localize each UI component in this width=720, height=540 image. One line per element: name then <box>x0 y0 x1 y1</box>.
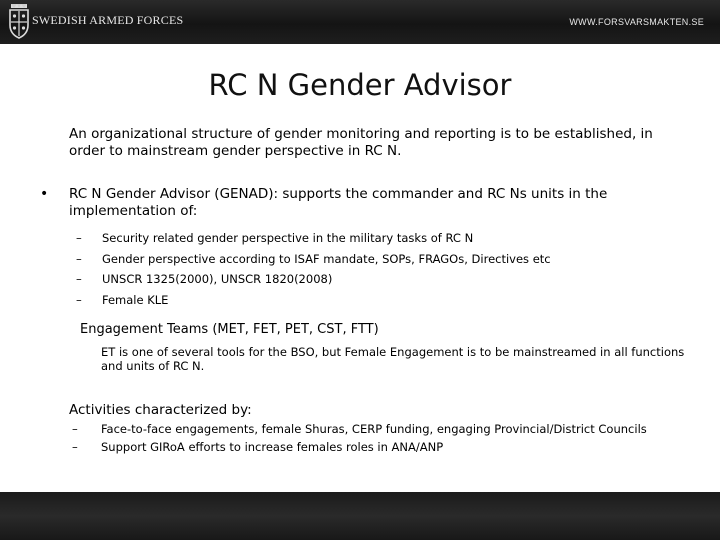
activities-heading: Activities characterized by: <box>69 402 252 418</box>
slide-title: RC N Gender Advisor <box>208 68 512 102</box>
genad-bullet-text: RC N Gender Advisor (GENAD): supports the commander and RC Ns units in the implementation of: <box>69 186 608 219</box>
genad-sub-list <box>76 228 656 310</box>
list-item-text: UNSCR 1325(2000), UNSCR 1820(2008) <box>102 272 333 286</box>
list-item-text: Security related gender perspective in the military tasks of RC N <box>102 231 474 245</box>
org-name: SWEDISH ARMED FORCES <box>32 13 184 27</box>
bullet-dot-icon: • <box>40 186 49 202</box>
list-item <box>76 290 656 311</box>
dash-icon: – <box>76 292 82 307</box>
engagement-teams-heading: Engagement Teams (MET, FET, PET, CST, FTT) <box>80 322 379 337</box>
crown-shield-icon <box>8 3 30 39</box>
header-bar <box>0 0 720 44</box>
list-item <box>76 228 656 249</box>
dash-icon: – <box>76 251 82 266</box>
dash-icon: – <box>76 231 82 245</box>
list-item <box>76 249 656 270</box>
dash-icon: – <box>76 272 82 286</box>
list-item-text: Face-to-face engagements, female Shuras, CERP funding, engaging Provincial/District Councils <box>101 422 647 436</box>
list-item <box>72 440 672 454</box>
activities-list <box>72 422 672 458</box>
list-item-text: Gender perspective according to ISAF mandate, SOPs, FRAGOs, Directives etc <box>102 251 551 266</box>
intro-paragraph: An organizational structure of gender monitoring and reporting is to be established, in order to mainstream gender perspective in RC N. <box>69 126 653 159</box>
list-item <box>72 422 672 436</box>
list-item <box>76 269 656 290</box>
dash-icon: – <box>72 440 78 454</box>
site-url: WWW.FORSVARSMAKTEN.SE <box>569 17 704 27</box>
list-item-text: Female KLE <box>102 292 169 307</box>
list-item-text: Support GIRoA efforts to increase females roles in ANA/ANP <box>101 440 444 454</box>
dash-icon: – <box>72 422 78 436</box>
footer-bar <box>0 492 720 540</box>
engagement-teams-text: ET is one of several tools for the BSO, but Female Engagement is to be mainstreamed in all functions and units of RC N. <box>101 345 685 373</box>
